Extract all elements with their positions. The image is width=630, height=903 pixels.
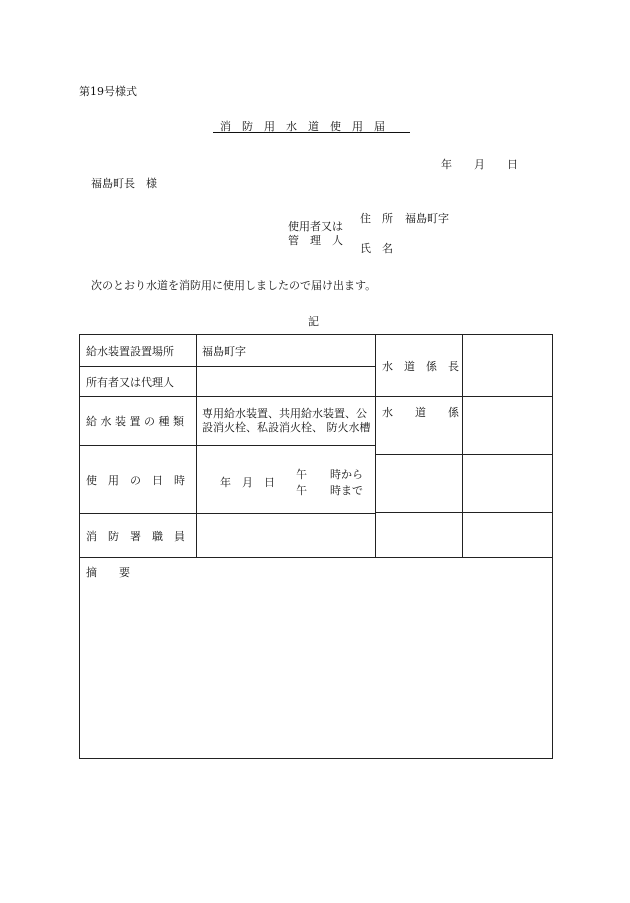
datetime-label: 使 用 の 日 時 (80, 446, 197, 514)
blank-label-cell-1 (376, 455, 463, 513)
water-section-stamp-cell (463, 397, 553, 455)
ki-marker: 記 (308, 315, 319, 328)
address-value: 福島町字 (405, 212, 449, 225)
form-table (79, 334, 553, 759)
datetime-from: 時から (330, 467, 363, 481)
addressee: 福島町長 様 (91, 177, 157, 190)
form-title: 消 防 用 水 道 使 用 届 (220, 120, 385, 133)
datetime-am: 午 (296, 467, 307, 481)
type-label: 給 水 装 置 の 種 類 (80, 397, 197, 446)
blank-stamp-cell-1 (463, 455, 553, 513)
datetime-pm: 午 (296, 483, 307, 497)
applicant-role-line2: 管 理 人 (288, 234, 343, 247)
blank-label-cell-2 (376, 513, 463, 558)
datetime-until: 時まで (330, 483, 363, 497)
water-section-label: 水 道 係 (376, 397, 463, 455)
type-value: 専用給水装置、共用給水装置、公設消火栓、私設消火栓、 防火水槽 (197, 397, 376, 446)
summary-label: 摘 要 (86, 566, 130, 579)
blank-stamp-cell-2 (463, 513, 553, 558)
owner-value-cell (197, 367, 376, 397)
address-label: 住 所 (360, 212, 393, 225)
datetime-date: 年 月 日 (220, 475, 275, 489)
staff-label: 消 防 署 職 員 (80, 514, 197, 558)
title-underline (213, 132, 410, 133)
statement: 次のとおり水道を消防用に使用しましたので届け出ます。 (91, 279, 377, 292)
datetime-value-cell (197, 446, 376, 514)
summary-cell (80, 558, 553, 759)
chief-stamp-cell (463, 335, 553, 397)
name-label: 氏 名 (360, 242, 393, 255)
staff-value-cell (197, 514, 376, 558)
chief-label: 水 道 係 長 (376, 335, 463, 397)
form-number: 第19号様式 (79, 85, 137, 98)
date-line: 年 月 日 (441, 158, 518, 171)
owner-label: 所有者又は代理人 (80, 367, 197, 397)
location-value: 福島町字 (197, 335, 376, 367)
applicant-role-line1: 使用者又は (288, 220, 343, 233)
location-label: 給水装置設置場所 (80, 335, 197, 367)
